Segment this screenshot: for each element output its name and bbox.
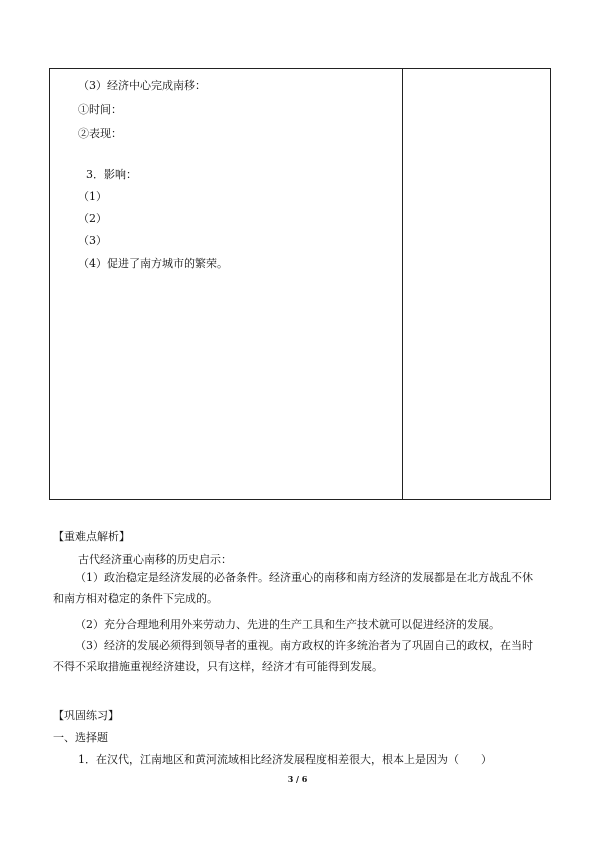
analysis-point-1: （1）政治稳定是经济发展的必备条件。经济重心的南移和南方经济的发展都是在北方战乱不休和南方相对稳定的条件下完成的。 [53, 571, 533, 605]
table-column-divider [402, 68, 403, 500]
analysis-point-2: （2）充分合理地利用外来劳动力、先进的生产工具和生产技术就可以促进经济的发展。 [75, 618, 500, 631]
outline-table [49, 68, 551, 500]
analysis-point-3: （3）经济的发展必须得到领导者的重视。南方政权的许多统治者为了巩固自己的政权，在当时不得不采取措施重视经济建设，只有这样，经济才有可能得到发展。 [53, 639, 533, 673]
analysis-heading: 【重难点解析】 [53, 530, 130, 543]
impact-title: 3．影响： [86, 168, 137, 181]
impact-item-1: （1） [78, 190, 107, 203]
impact-item-2: （2） [78, 212, 107, 225]
question-1: 1．在汉代，江南地区和黄河流域相比经济发展程度相差很大，根本上是因为（ ） [78, 753, 492, 766]
show-label: ②表现： [78, 127, 122, 140]
page-number: 3 / 6 [287, 774, 308, 784]
analysis-intro: 古代经济重心南移的历史启示： [78, 553, 232, 566]
impact-item-3: （3） [78, 234, 107, 247]
time-label: ①时间： [78, 103, 122, 116]
section-title: 一、选择题 [53, 731, 108, 744]
impact-item-4: （4）促进了南方城市的繁荣。 [78, 257, 228, 270]
practice-heading: 【巩固练习】 [53, 709, 119, 722]
item-3-text: （3）经济中心完成南移： [78, 79, 206, 92]
